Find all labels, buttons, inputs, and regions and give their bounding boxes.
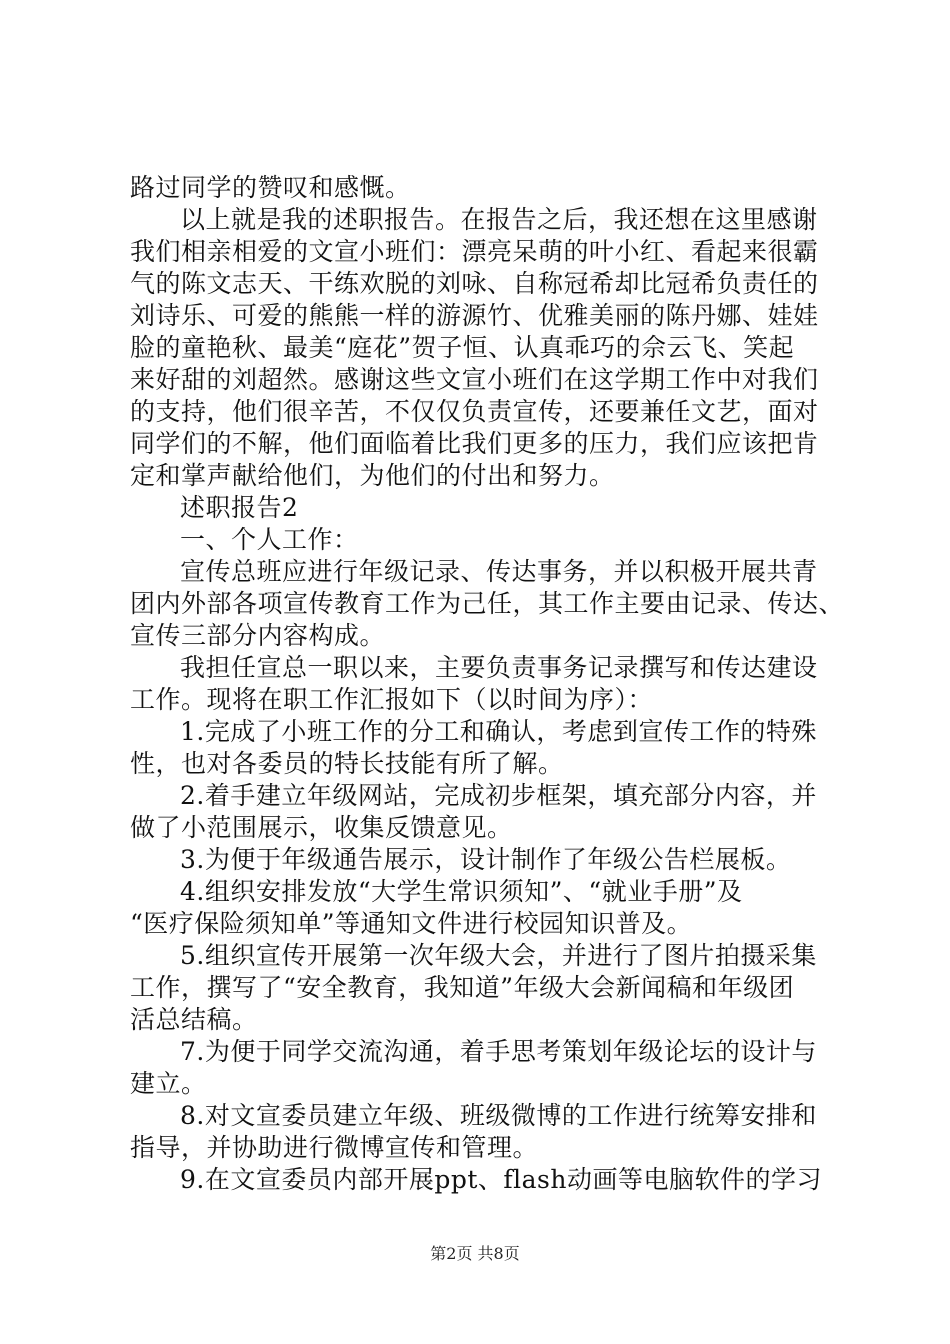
text-line: “医疗保险须知单”等通知文件进行校园知识普及。 <box>130 909 693 938</box>
page-number-footer: 第2页 共8页 <box>430 1244 520 1263</box>
text-line: 定和掌声献给他们，为他们的付出和努力。 <box>130 461 615 490</box>
list-item: 9.在文宣委员内部开展ppt、flash动画等电脑软件的学习 <box>180 1165 822 1194</box>
text-line: 刘诗乐、可爱的熊熊一样的游源竹、优雅美丽的陈丹娜、娃娃 <box>130 301 819 330</box>
text-line: 脸的童艳秋、最美“庭花”贺子恒、认真乖巧的佘云飞、笑起 <box>130 333 795 362</box>
text-line: 来好甜的刘超然。感谢这些文宣小班们在这学期工作中对我们 <box>130 365 819 394</box>
text-line: 工作。现将在职工作汇报如下（以时间为序）： <box>130 685 654 714</box>
list-item: 3.为便于年级通告展示，设计制作了年级公告栏展板。 <box>180 845 792 874</box>
list-item: 1.完成了小班工作的分工和确认，考虑到宣传工作的特殊 <box>180 717 817 746</box>
text-line: 气的陈文志天、干练欢脱的刘咏、自称冠希却比冠希负责任的 <box>130 269 819 298</box>
text-line: 的支持，他们很辛苦，不仅仅负责宣传，还要兼任文艺，面对 <box>130 397 819 426</box>
text-line: 做了小范围展示，收集反馈意见。 <box>130 813 513 842</box>
list-item: 2.着手建立年级网站，完成初步框架，填充部分内容，并 <box>180 781 817 810</box>
text-line: 活总结稿。 <box>130 1005 258 1034</box>
section-heading: 述职报告2 <box>180 493 299 522</box>
list-item: 7.为便于同学交流沟通，着手思考策划年级论坛的设计与 <box>180 1037 817 1066</box>
text-line: 工作，撰写了“安全教育，我知道”年级大会新闻稿和年级团 <box>130 973 795 1002</box>
text-line: 性，也对各委员的特长技能有所了解。 <box>130 749 564 778</box>
text-line: 我们相亲相爱的文宣小班们：漂亮呆萌的叶小红、看起来很霸 <box>130 237 819 266</box>
list-item: 5.组织宣传开展第一次年级大会，并进行了图片拍摄采集 <box>180 941 817 970</box>
list-item: 4.组织安排发放“大学生常识须知”、“就业手册”及 <box>180 877 743 906</box>
text-line: 我担任宣总一职以来，主要负责事务记录撰写和传达建设 <box>180 653 818 682</box>
text-line: 宣传总班应进行年级记录、传达事务，并以积极开展共青 <box>180 557 818 586</box>
list-item: 8.对文宣委员建立年级、班级微博的工作进行统筹安排和 <box>180 1101 817 1130</box>
text-line: 指导，并协助进行微博宣传和管理。 <box>130 1133 539 1162</box>
text-line: 同学们的不解，他们面临着比我们更多的压力，我们应该把肯 <box>130 429 819 458</box>
text-line: 团内外部各项宣传教育工作为己任，其工作主要由记录、传达、 <box>130 589 845 618</box>
text-line: 宣传三部分内容构成。 <box>130 621 386 650</box>
text-line: 以上就是我的述职报告。在报告之后，我还想在这里感谢 <box>180 205 818 234</box>
text-line: 路过同学的赞叹和感慨。 <box>130 173 411 202</box>
subsection-heading: 一、个人工作： <box>180 525 359 554</box>
text-line: 建立。 <box>130 1069 207 1098</box>
